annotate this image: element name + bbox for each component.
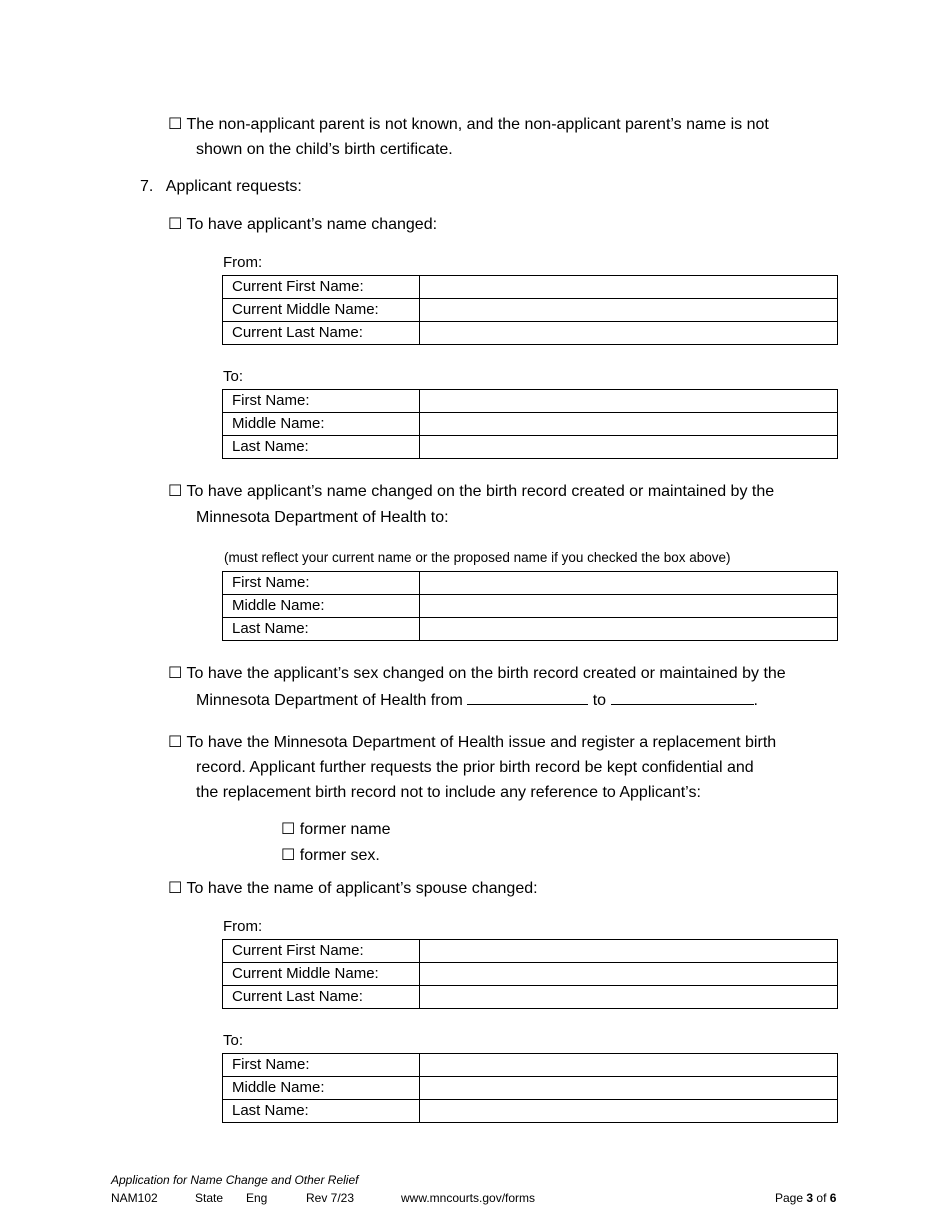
name-change-checkbox[interactable]: ☐ <box>168 214 183 233</box>
spouse-name-label: To have the name of applicant’s spouse changed: <box>186 880 538 897</box>
table-row <box>223 1100 838 1123</box>
current-first-name-field[interactable] <box>420 276 838 299</box>
sex-change-period: . <box>753 692 758 709</box>
spouse-name-option <box>168 875 538 902</box>
table-row <box>223 618 838 641</box>
current-last-name-field[interactable] <box>420 322 838 345</box>
name-change-to-label: To: <box>223 368 244 385</box>
table-row <box>223 390 838 413</box>
sex-change-line1: To have the applicant’s sex changed on the birth record created or maintained by the <box>186 665 786 682</box>
former-name-option <box>281 816 391 843</box>
birth-record-name-checkbox[interactable]: ☐ <box>168 481 183 500</box>
former-sex-checkbox[interactable]: ☐ <box>281 845 296 864</box>
spouse-current-last-name-field[interactable] <box>420 986 838 1009</box>
table-row <box>223 436 838 459</box>
spouse-current-first-name-field[interactable] <box>420 940 838 963</box>
birth-record-name-note: (must reflect your current name or the proposed name if you checked the box above) <box>224 550 731 565</box>
footer-language: Eng <box>246 1191 268 1205</box>
table-row <box>223 276 838 299</box>
former-sex-option <box>281 842 380 869</box>
birth-record-name-option <box>168 478 774 505</box>
table-row <box>223 299 838 322</box>
current-middle-name-field[interactable] <box>420 299 838 322</box>
row-label: Current Last Name: <box>223 322 420 345</box>
footer-revision: Rev 7/23 <box>306 1191 355 1205</box>
replacement-record-line1: To have the Minnesota Department of Health issue and register a replacement birth <box>186 734 777 751</box>
spouse-from-label: From: <box>223 918 263 935</box>
spouse-new-first-name-field[interactable] <box>420 1054 838 1077</box>
page-prefix: Page <box>775 1191 804 1205</box>
table-row <box>223 1054 838 1077</box>
former-name-checkbox[interactable]: ☐ <box>281 819 296 838</box>
row-label: Last Name: <box>223 1100 420 1123</box>
former-sex-label: former sex. <box>299 847 380 864</box>
birth-record-name-line1: To have applicant’s name changed on the birth record created or maintained by the <box>186 483 775 500</box>
unknown-parent-text-line2: shown on the child’s birth certificate. <box>196 141 453 158</box>
replacement-record-checkbox[interactable]: ☐ <box>168 732 183 751</box>
sex-change-from-text: Minnesota Department of Health from <box>196 692 463 709</box>
row-label: Current Middle Name: <box>223 963 420 986</box>
row-label: Current Last Name: <box>223 986 420 1009</box>
table-row <box>223 413 838 436</box>
footer-jurisdiction: State <box>195 1191 224 1205</box>
spouse-new-last-name-field[interactable] <box>420 1100 838 1123</box>
table-row <box>223 322 838 345</box>
table-row <box>223 1077 838 1100</box>
birth-record-middle-name-field[interactable] <box>420 595 838 618</box>
birth-record-last-name-field[interactable] <box>420 618 838 641</box>
table-row <box>223 572 838 595</box>
row-label: Current First Name: <box>223 940 420 963</box>
spouse-name-checkbox[interactable]: ☐ <box>168 878 183 897</box>
sex-change-line2 <box>196 686 758 714</box>
table-row <box>223 595 838 618</box>
table-row <box>223 986 838 1009</box>
page-current: 3 <box>806 1191 814 1205</box>
name-change-from-table <box>222 275 838 345</box>
row-label: Middle Name: <box>223 595 420 618</box>
name-change-to-table <box>222 389 838 459</box>
spouse-from-table <box>222 939 838 1009</box>
spouse-to-table <box>222 1053 838 1123</box>
unknown-parent-checkbox[interactable]: ☐ <box>168 114 183 133</box>
row-label: Last Name: <box>223 436 420 459</box>
new-middle-name-field[interactable] <box>420 413 838 436</box>
footer-page-number <box>775 1191 836 1205</box>
name-change-option <box>168 211 437 238</box>
table-row <box>223 963 838 986</box>
sex-from-field[interactable] <box>467 686 588 705</box>
footer-title: Application for Name Change and Other Relief <box>111 1173 359 1187</box>
birth-record-name-table <box>222 571 838 641</box>
table-row <box>223 940 838 963</box>
row-label: Current First Name: <box>223 276 420 299</box>
spouse-new-middle-name-field[interactable] <box>420 1077 838 1100</box>
former-name-label: former name <box>299 821 391 838</box>
replacement-record-option <box>168 729 776 756</box>
row-label: Last Name: <box>223 618 420 641</box>
item7-heading <box>140 174 302 200</box>
row-label: First Name: <box>223 1054 420 1077</box>
row-label: Current Middle Name: <box>223 299 420 322</box>
new-last-name-field[interactable] <box>420 436 838 459</box>
spouse-current-middle-name-field[interactable] <box>420 963 838 986</box>
birth-record-first-name-field[interactable] <box>420 572 838 595</box>
replacement-record-line3: the replacement birth record not to include any reference to Applicant’s: <box>196 784 701 801</box>
sex-change-checkbox[interactable]: ☐ <box>168 663 183 682</box>
spouse-to-label: To: <box>223 1032 244 1049</box>
unknown-parent-option <box>168 111 769 138</box>
name-change-label: To have applicant’s name changed: <box>186 216 438 233</box>
footer-url[interactable]: www.mncourts.gov/forms <box>401 1191 536 1205</box>
page-of: of <box>816 1191 827 1205</box>
item7-number: 7. <box>140 178 154 195</box>
item7-heading-text: Applicant requests: <box>165 178 302 195</box>
row-label: Middle Name: <box>223 413 420 436</box>
row-label: First Name: <box>223 390 420 413</box>
sex-to-field[interactable] <box>611 686 754 705</box>
footer-form-id: NAM102 <box>111 1191 158 1205</box>
page-total: 6 <box>829 1191 837 1205</box>
name-change-from-label: From: <box>223 254 263 271</box>
row-label: First Name: <box>223 572 420 595</box>
birth-record-name-line2: Minnesota Department of Health to: <box>196 509 449 526</box>
unknown-parent-text-line1: The non-applicant parent is not known, and the non-applicant parent’s name is not <box>186 116 769 133</box>
sex-change-option <box>168 660 786 687</box>
row-label: Middle Name: <box>223 1077 420 1100</box>
new-first-name-field[interactable] <box>420 390 838 413</box>
replacement-record-line2: record. Applicant further requests the prior birth record be kept confidential and <box>196 759 754 776</box>
sex-change-to-text: to <box>592 692 607 709</box>
